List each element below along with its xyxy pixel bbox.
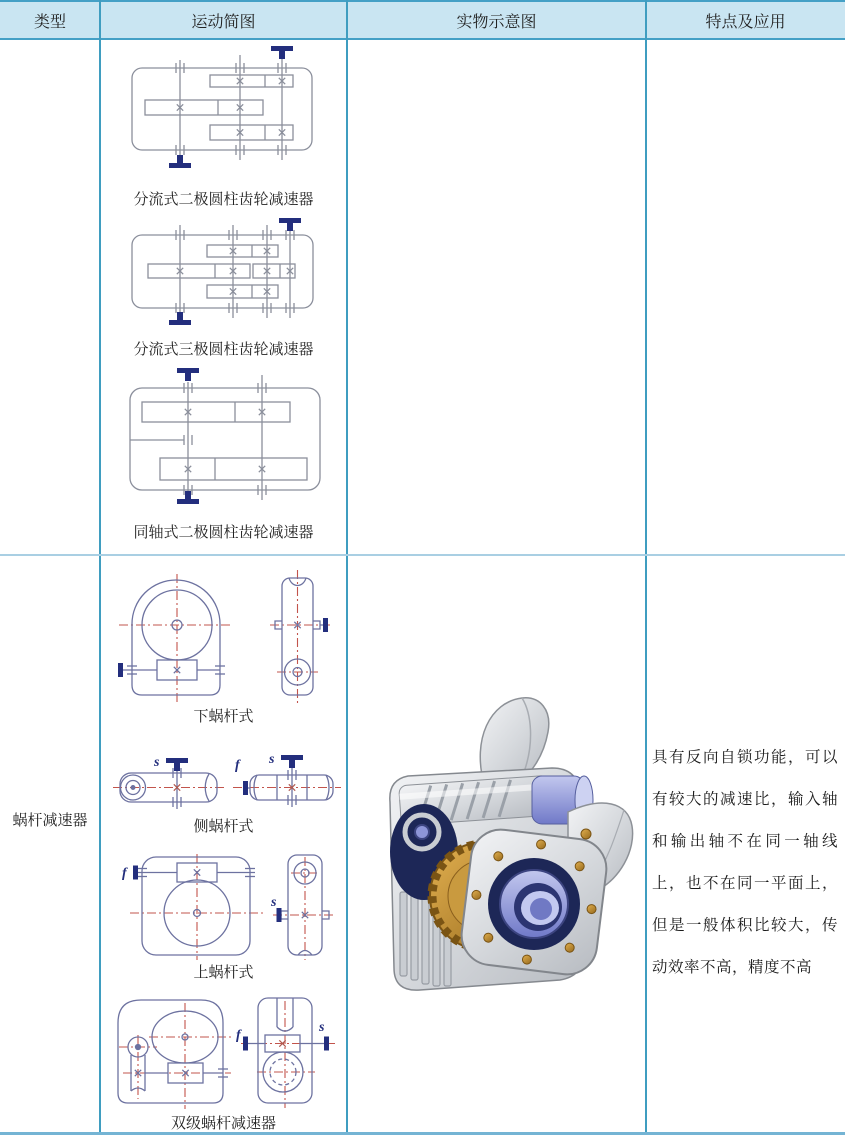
table-header xyxy=(0,0,845,40)
centerlines xyxy=(130,854,335,960)
diagram-caption: 双级蜗杆减速器 xyxy=(170,1116,276,1132)
label-s: s xyxy=(319,1020,325,1035)
diagram-caption: 分流式二极圆柱齿轮减速器 xyxy=(133,192,314,208)
diagram-coaxial-two-stage xyxy=(105,365,343,515)
diagram-side-worm xyxy=(105,745,345,815)
diagram-caption: 上蜗杆式 xyxy=(193,965,254,981)
diagram-caption: 下蜗杆式 xyxy=(193,709,254,725)
diagram-caption: 同轴式二极圆柱齿轮减速器 xyxy=(133,525,314,541)
diagram-split-two-stage xyxy=(105,44,343,190)
label-f: f xyxy=(122,866,127,881)
label-s: s xyxy=(269,752,275,767)
diagram-caption: 侧蜗杆式 xyxy=(193,819,254,835)
worm-gearbox-photo xyxy=(372,684,640,1006)
label-f: f xyxy=(235,758,240,773)
label-s: s xyxy=(154,755,160,770)
label-f: f xyxy=(236,1028,241,1043)
centerlines xyxy=(119,1001,337,1109)
header-type: 类型 xyxy=(33,13,66,31)
centerlines xyxy=(119,570,333,703)
diagram-caption: 分流式三极圆柱齿轮减速器 xyxy=(133,342,314,358)
shaft-couplings xyxy=(169,218,301,325)
features-text: 具有反向自锁功能，可以有较大的减速比，输入轴和输出轴不在同一轴线上，也不在同一平面上，但是一般体积比较大，传动效率不高，精度不高 xyxy=(652,749,838,976)
diagram-split-three-stage xyxy=(105,215,343,335)
label-s: s xyxy=(271,895,277,910)
header-motion-diagram: 运动简图 xyxy=(191,13,256,31)
diagram-upper-worm xyxy=(105,850,345,962)
header-physical-illustration: 实物示意图 xyxy=(456,13,537,31)
column-divider-3 xyxy=(645,0,647,1135)
row-type-label: 蜗杆减速器 xyxy=(12,813,88,829)
header-features: 特点及应用 xyxy=(705,13,786,31)
diagram-two-stage-worm xyxy=(105,995,345,1113)
row-divider xyxy=(0,554,845,556)
diagram-lower-worm xyxy=(105,560,345,710)
